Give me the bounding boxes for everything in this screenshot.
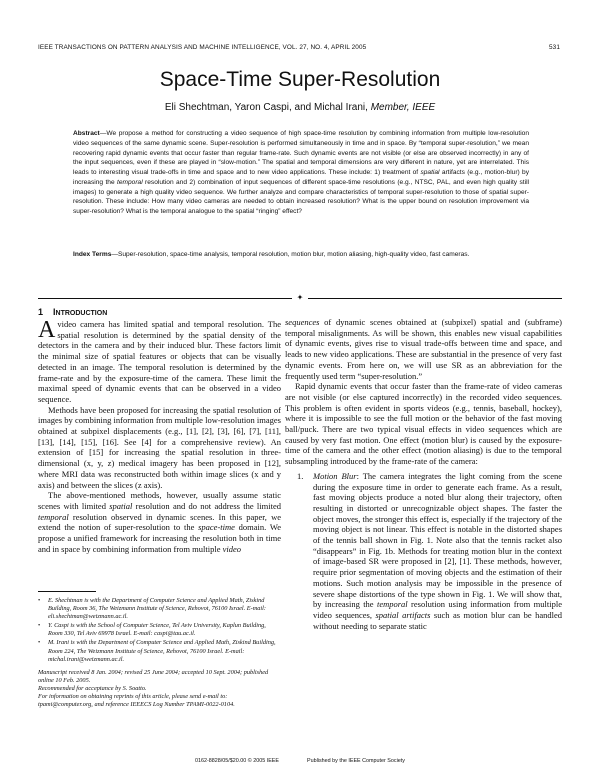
footnote-rule [38, 591, 96, 592]
index-terms-text: —Super-resolution, space-time analysis, temporal resolution, motion blur, motion aliasing, high-quality video, fast cameras. [111, 251, 470, 258]
numbered-list [285, 471, 562, 632]
footnote-text: M. Irani is with the Department of Computer Science and Applied Math, Ziskind Building, Room 224, The Weizmann Institute of Science, Rehovot, 76100 Israel. E-mail: michal.irani@weizmann.ac.il. [48, 639, 276, 663]
abstract-emphasis: spatial [420, 169, 440, 176]
section-title-rest: NTRODUCTION [55, 310, 108, 317]
section-separator [38, 294, 562, 302]
paragraph: Rapid dynamic events that occur faster than the frame-rate of video cameras are not visible (or else captured incorrectly) in the recorded video sequences. This problem is often evident in sports videos (e.g., tennis, baseball, hockey), where it is impossible to see the full motion or the behavior of the fast moving ball/puck. There are two typical visual effects in video sequences which are caused by very fast motion. One effect (motion blur) is caused by the exposure-time of the camera and the other effect (motion aliasing) is due to the temporal subsampling introduced by the frame-rate of the camera: [285, 381, 562, 467]
emphasis: video [222, 543, 242, 554]
footnote-affiliation [38, 639, 281, 663]
emphasis: temporal [38, 511, 69, 522]
section-number: 1 [38, 307, 44, 317]
paragraph [38, 490, 281, 554]
paragraph-text: resolution observed in dynamic scenes. In this paper, we extend the notion of super-resolution to the [38, 511, 281, 533]
abstract-text: resolution and 2) combination of input sequences of different space-time resolutions (e.g., NTSC, PAL, and even high quality still images) to generate a high quality video sequence. We further analyze and compare characteristics of temporal super-resolution to those of spatial super-resolution. These include: How many video cameras are needed to obtain increased resolution? What is the upper bound on resolution improvement via super-resolution? What is the temporal analogue to the spatial “ringing” effect? [73, 178, 529, 215]
reprint-info: For information on obtaining reprints of this article, please send e-mail to: tpami@computer.org, and reference IEEECS Log Number TPAMI-0022-0104. [38, 693, 235, 709]
separator-line [308, 298, 562, 299]
list-item-text [313, 471, 562, 632]
bullet-icon: • [38, 639, 41, 647]
index-terms [73, 250, 529, 260]
footnote-affiliation [38, 622, 281, 638]
footnotes [38, 597, 281, 709]
paragraph-text: The above-mentioned methods, however, usually assume static scenes with limited [38, 490, 281, 511]
page-footer [0, 758, 600, 764]
paragraph-text: domain. We propose a unified framework for increasing the resolution both in time and in space by combining information from multiple [38, 522, 281, 554]
paragraph-text: resolution and do not address the limited [132, 500, 281, 511]
emphasis: spatial artifacts [375, 609, 431, 620]
footnote-text: E. Shechtman is with the Department of Computer Science and Applied Math, Ziskind Building, Room 36, The Weizmann Institute of Science, Rehovot, 76100 Israel. E-mail: eli.shechtman@weizmann.ac.il. [48, 597, 267, 621]
recommended-by: Recommended for acceptance by S. Soatto. [38, 684, 147, 692]
section-heading [38, 307, 107, 317]
emphasis: spatial [109, 500, 133, 511]
bullet-icon: • [38, 597, 41, 604]
issn-copyright: 0162-8828/05/$20.00 © 2005 IEEE [195, 758, 279, 764]
paragraph [38, 319, 281, 405]
abstract-label: Abstract [73, 130, 100, 137]
abstract-text: —We propose a method for constructing a video sequence of high space-time resolution by combining information from multiple low-resolution video sequences of the same dynamic scene. Super-resolution is performed simultaneously in time and in space. By “temporal super-resolution,” we mean recovering rapid dynamic events that occur faster than regular frame-rate. Such dynamic events are not visible (or else are observed incorrectly) in any of the input sequences, even if these are played in “slow-motion.” The spatial and temporal dimensions are very different in nature, yet are interrelated. This leads to interesting visual trade-offs in time and space and to new video applications. These include: 1) treatment of [73, 130, 529, 176]
paragraph-text: video camera has limited spatial and temporal resolution. The spatial resolution is determined by the spatial density of the detectors in the camera and by their induced blur. These factors limit the minimal size of spatial features or objects that can be visually detected in an image. The temporal resolution is determined by the frame-rate and by the exposure-time of the camera. These limit the maximal speed of dynamic events that can be observed in a video sequence. [38, 319, 281, 404]
emphasis: temporal [376, 599, 408, 610]
abstract [73, 129, 529, 217]
left-column [38, 319, 281, 554]
paragraph-text: such as motion blur can be handled without needing to separate static [313, 609, 562, 631]
paragraph-text: resolution using information from multiple video sequences, [313, 599, 562, 620]
paragraph: Methods have been proposed for increasing the spatial resolution of images by combining information from multiple low-resolution images obtained at subpixel displacements (e.g., [1], [2], [3], [6], [7], [11], [13], [14], [15], [16]. See [4] for a comprehensive review). An extension of [15] for increasing the spatial resolution in three-dimensional (x, y, z) medical imagery has been proposed in [12], where MRI data was reconstructed both within image slices (x and y axis) and between the slices (z axis). [38, 404, 281, 490]
paragraph [285, 317, 562, 381]
author-line [0, 102, 600, 113]
separator-line [38, 298, 292, 299]
journal-name: IEEE TRANSACTIONS ON PATTERN ANALYSIS AND MACHINE INTELLIGENCE, VOL. 27, NO. 4, APRIL 2005 [38, 44, 367, 51]
emphasis: sequences [285, 317, 320, 327]
bullet-icon: • [38, 622, 41, 630]
author-names: Eli Shechtman, Yaron Caspi, and Michal Irani, [164, 102, 368, 113]
paragraph-text: of dynamic scenes obtained at (subpixel) spatial and (subframe) temporal misalignments. As will be shown, this enables new visual capabilities of dynamic events, gives rise to visual trade-offs between time and space, and leads to new video applications. These are substantial in the presence of very fast dynamic events. From here on, we will use SR as an abbreviation for the frequently used term “super-resolution.” [285, 317, 562, 381]
footnote-text: Y. Caspi is with the School of Computer Science, Tel Aviv University, Kaplun Building, Room 330, Tel Aviv 69978 Israel. E-mail: caspi@tau.ac.il. [48, 622, 266, 638]
paper-title: Space-Time Super-Resolution [159, 68, 441, 91]
list-item-label: Motion Blur [313, 470, 357, 481]
abstract-emphasis: temporal [117, 178, 143, 186]
running-header [38, 44, 560, 51]
footnote-affiliation [38, 597, 281, 621]
page-number: 531 [549, 44, 560, 51]
list-number: 1. [297, 470, 304, 481]
paragraph-text: : The camera integrates the light coming from the scene during the exposure time in order to generate each frame. As a result, fast moving objects produce a noted blur along their trajectory, often resulting in distorted or unrecognizable object shapes. The faster the object moves, the stronger this effect is, especially if the trajectory of the moving object is not linear. This effect is notable in the distorted shapes of the tennis ball shown in Fig. 1. Note also that the tennis racket also “disappears” in Fig. 1b. Methods for treating motion blur in the context of image-based SR were proposed in [2], [1]. These methods, however, require prior segmentation of moving objects and the estimation of their motions. Such motion analysis may be impossible in the presence of severe shape distortions of the type shown in Fig. 1. We will show that, by increasing the [313, 470, 562, 610]
index-terms-label: Index Terms [73, 251, 112, 258]
author-membership: Member, IEEE [370, 102, 436, 113]
abstract-text: artifacts (e.g., motion-blur) by increasing the [73, 169, 529, 186]
manuscript-dates: Manuscript received 8 Jan. 2004; revised 25 June 2004; accepted 10 Sept. 2004; published online 10 Feb. 2005. [38, 668, 269, 684]
section-title-first: I [53, 307, 56, 317]
publisher: Published by the IEEE Computer Society [307, 758, 405, 764]
separator-diamond-icon: ✦ [296, 293, 304, 302]
right-column [285, 317, 562, 631]
emphasis: space-time [198, 522, 235, 533]
drop-cap: A [38, 317, 56, 343]
list-item [285, 471, 562, 632]
